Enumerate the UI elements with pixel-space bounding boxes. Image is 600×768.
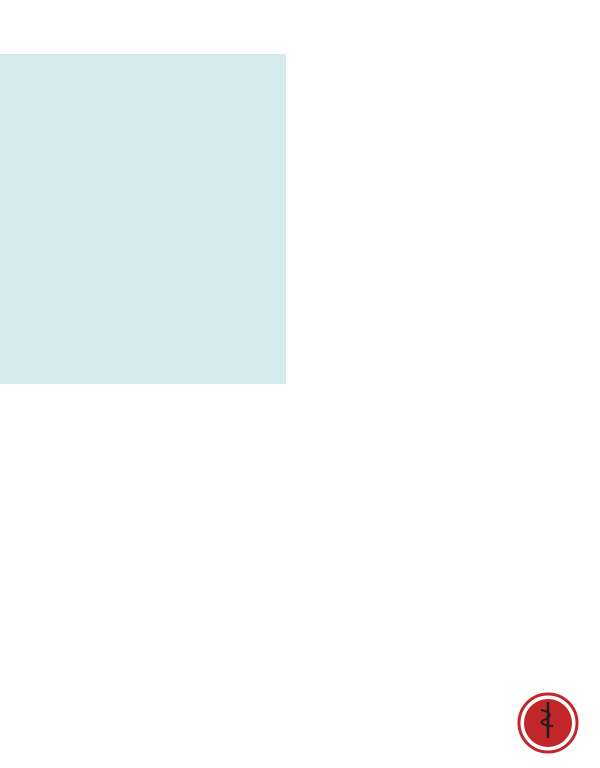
composition <box>33 584 593 613</box>
additives-heading-line2-wrap <box>302 48 306 69</box>
vet-logo <box>517 692 579 754</box>
feature-box <box>0 54 286 384</box>
